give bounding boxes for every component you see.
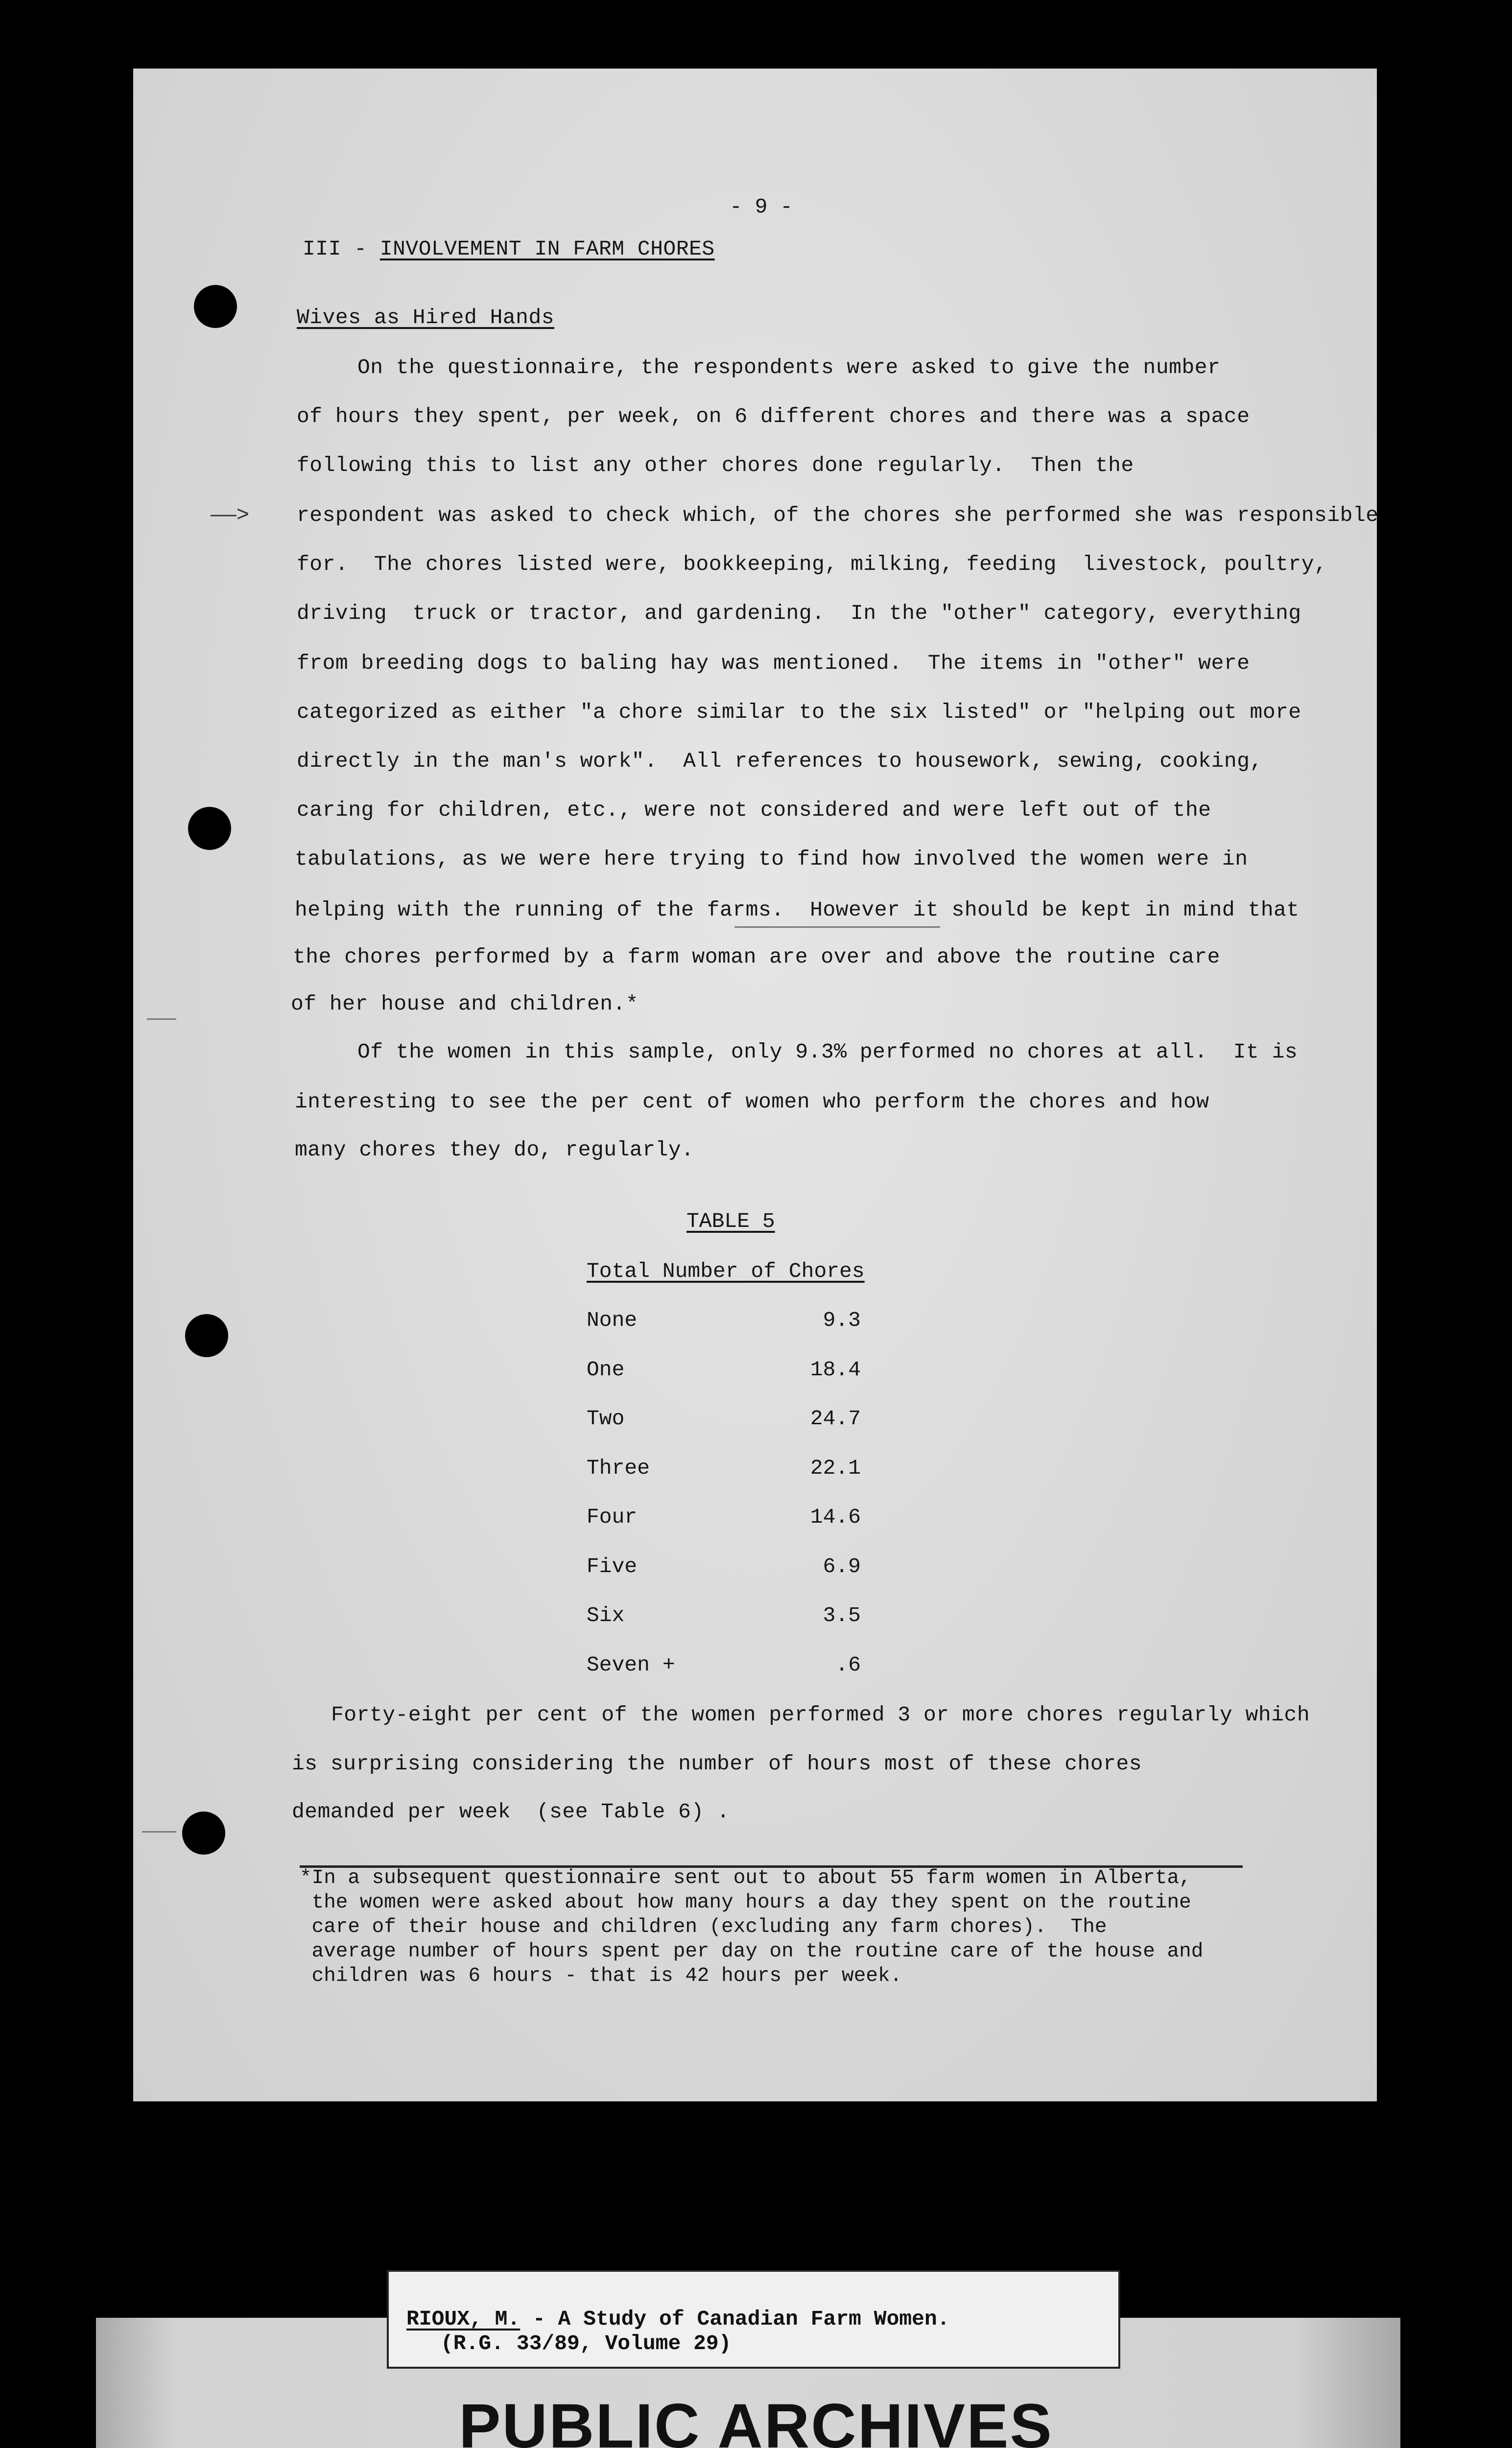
table-row — [587, 1456, 861, 1481]
scan-mark — [147, 1018, 176, 1020]
section-heading-prefix: III - — [303, 237, 380, 261]
margin-arrow: ——> — [211, 503, 250, 528]
table-row — [587, 1653, 861, 1677]
table-row-value: 6.9 — [823, 1554, 861, 1578]
table-row-label: Seven + — [587, 1652, 675, 1677]
table-row-label: Five — [587, 1554, 638, 1578]
paragraph-line: the chores performed by a farm woman are over and above the routine care — [293, 945, 1220, 969]
paragraph-line: helping with the running of the farms. However it should be kept in mind that — [295, 898, 1299, 922]
archive-title: - A Study of Canadian Farm Women. — [520, 2307, 950, 2331]
paragraph-line: Forty-eight per cent of the women performed 3 or more chores regularly which — [331, 1703, 1310, 1727]
punch-hole — [185, 1314, 228, 1357]
section-heading-title: INVOLVEMENT IN FARM CHORES — [379, 237, 715, 261]
paragraph-line: of her house and children.* — [291, 992, 639, 1016]
table-title: TABLE 5 — [686, 1209, 775, 1233]
paragraph-line: directly in the man's work". All references to housework, sewing, cooking, — [297, 749, 1263, 773]
archive-label-line-1 — [406, 2307, 950, 2331]
table-row-value: 18.4 — [810, 1357, 861, 1382]
punch-hole — [182, 1812, 225, 1855]
paragraph-line: many chores they do, regularly. — [295, 1138, 694, 1162]
table-row-value: 3.5 — [823, 1603, 861, 1627]
paragraph-line: categorized as either "a chore similar to the six listed" or "helping out more — [297, 700, 1301, 724]
table-row-label: Three — [587, 1456, 650, 1480]
table-row-value: 9.3 — [823, 1308, 861, 1332]
subheading: Wives as Hired Hands — [297, 306, 555, 330]
footnote-line: the women were asked about how many hours a day they spent on the routine — [300, 1891, 1191, 1914]
table-row-label: Two — [587, 1407, 625, 1431]
scan-mark — [142, 1831, 176, 1833]
table-row — [587, 1358, 861, 1382]
paragraph-line: tabulations, as we were here trying to find how involved the women were in — [295, 847, 1248, 871]
paragraph-line: demanded per week (see Table 6) . — [292, 1800, 730, 1824]
table-row — [587, 1554, 861, 1579]
paragraph-line: interesting to see the per cent of women who perform the chores and how — [295, 1090, 1209, 1114]
archive-author: RIOUX, M. — [406, 2307, 520, 2331]
table-row-value: 22.1 — [810, 1456, 861, 1480]
table-row — [587, 1505, 861, 1530]
paragraph-line: of hours they spent, per week, on 6 different chores and there was a space — [297, 404, 1250, 428]
table-header: Total Number of Chores — [587, 1259, 865, 1283]
paragraph-line: Of the women in this sample, only 9.3% performed no chores at all. It is — [357, 1040, 1298, 1064]
stamp-line-public-archives: PUBLIC ARCHIVES — [459, 2391, 1053, 2448]
paragraph-line: is surprising considering the number of hours most of these chores — [292, 1752, 1142, 1776]
punch-hole — [188, 807, 231, 850]
table-row — [587, 1407, 861, 1431]
scan-mark — [734, 926, 940, 928]
footnote-line: care of their house and children (excluding any farm chores). The — [300, 1916, 1107, 1938]
paragraph-line: from breeding dogs to baling hay was mentioned. The items in "other" were — [297, 651, 1250, 675]
paragraph-line: for. The chores listed were, bookkeeping, milking, feeding livestock, poultry, — [297, 552, 1327, 576]
paragraph-line: driving truck or tractor, and gardening. In the "other" category, everything — [297, 601, 1301, 625]
table-row-label: None — [587, 1308, 638, 1332]
paragraph-line: caring for children, etc., were not considered and were left out of the — [297, 798, 1211, 822]
table-row — [587, 1603, 861, 1628]
footnote-line: children was 6 hours - that is 42 hours per week. — [300, 1965, 902, 1987]
paragraph-line: On the questionnaire, the respondents were asked to give the number — [357, 355, 1221, 379]
table-row-label: One — [587, 1357, 625, 1382]
paragraph-line: following this to list any other chores done regularly. Then the — [297, 453, 1134, 477]
footnote-line: average number of hours spent per day on the routine care of the house and — [300, 1940, 1204, 1963]
table-row-label: Four — [587, 1505, 638, 1529]
table-row-value: 14.6 — [810, 1505, 861, 1529]
table-row-label: Six — [587, 1603, 625, 1627]
footnote-line: *In a subsequent questionnaire sent out to about 55 farm women in Alberta, — [300, 1867, 1191, 1889]
paragraph-line: respondent was asked to check which, of the chores she performed she was responsible — [297, 503, 1379, 527]
table-row-value: 24.7 — [810, 1407, 861, 1431]
section-heading — [303, 237, 715, 261]
table-row — [587, 1308, 861, 1333]
page-number: - 9 - — [730, 195, 793, 219]
archive-reference: (R.G. 33/89, Volume 29) — [441, 2331, 732, 2355]
table-row-value: .6 — [835, 1652, 861, 1677]
punch-hole — [194, 285, 237, 328]
